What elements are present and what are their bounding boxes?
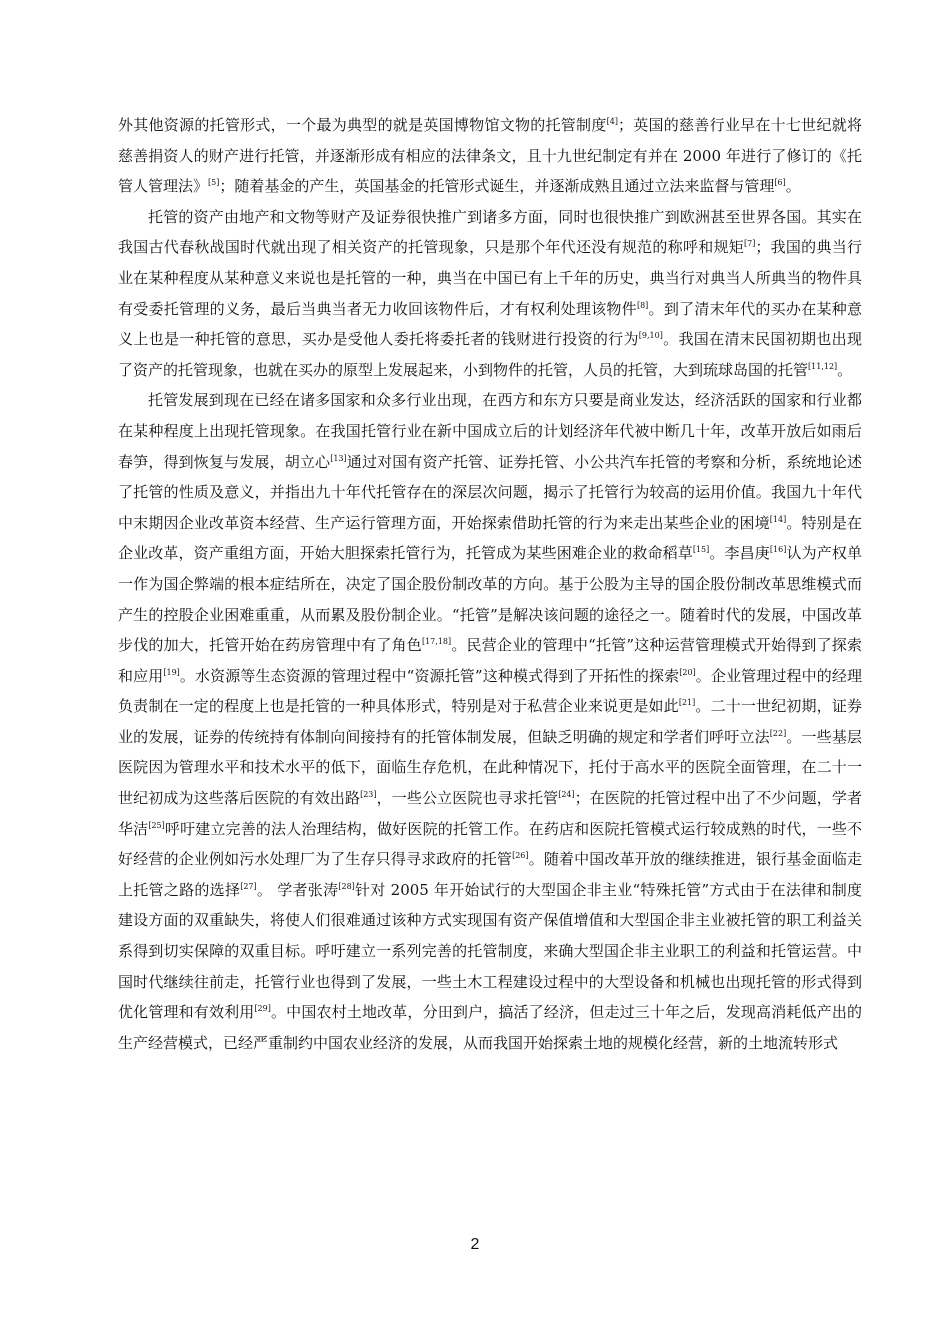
- citation-superscript: [6]: [774, 178, 786, 188]
- text-run: 。到了清末年代的买办在某种意义上也是一种托管的意思，买办是受他人委托将委托者的钱财进行投资的行为: [118, 299, 862, 349]
- text-run: 托管发展到现在已经在诸多国家和众多行业出现，在西方和东方只要是商业发达，经济活跃的国家和行业都在某种程度上出现托管现象。在我国托管行业在新中国成立后的计划经济年代被中断几十年，改革开放后如雨后春笋，得到恢复与发展，胡立心: [118, 391, 862, 471]
- text-run: 。二十一世纪初期，证券业的发展，证券的传统持有体制向间接持有的托管体制发展，但缺乏明确的规定和学者们呼吁立法: [118, 697, 862, 746]
- citation-superscript: [24]: [558, 790, 575, 800]
- text-run: ；我国的典当行业在某种程度从某种意义来说也是托管的一种，典当在中国已有上千年的历史，典当行对典当人所典当的物件具有受委托管理的义务，最后当典当者无力收回该物件后，才有权利处理该物件: [118, 238, 862, 318]
- citation-superscript: [27]: [240, 881, 257, 891]
- text-run: ；随着基金的产生，英国基金的托管形式诞生，并逐渐成熟且通过立法来监督与管理: [219, 177, 775, 196]
- citation-superscript: [29]: [254, 1004, 271, 1014]
- text-run: ；英国的慈善行业早在十七世纪就将慈善捐资人的财产进行托管，并逐渐形成有相应的法律条文，且十九世纪制定有并在 2000 年进行了修订的《托管人管理法》: [118, 116, 862, 196]
- citation-superscript: [14]: [769, 514, 787, 524]
- paragraph-2: [118, 202, 862, 386]
- text-run: 通过对国有资产托管、证券托管、小公共汽车托管的考察和分析，系统地论述了托管的性质及意义，并指出九十年代托管存在的深层次问题，揭示了托管行为较高的运用价值。我国九十年代中末期因企业改革资本经营、生产运行管理方面，开始探索借助托管的行为来走出某些企业的困境: [118, 452, 862, 532]
- citation-superscript: [16]: [769, 545, 787, 555]
- citation-superscript: [28]: [338, 881, 355, 891]
- text-run: 。李昌庚: [709, 544, 770, 563]
- text-run: 。企业管理过程中的经理负责制在一定的程度上也是托管的一种具体形式，特别是对于私营企业来说更是如此: [118, 666, 862, 716]
- citation-superscript: [25]: [148, 820, 165, 830]
- citation-superscript: [7]: [744, 239, 756, 249]
- text-run: 。我国在清末民国初期也出现了资产的托管现象，也就在买办的原型上发展起来，小到物件的托管，人员的托管，大到琉球岛国的托管: [118, 330, 862, 379]
- text-run: 。水资源等生态资源的管理过程中“资源托管”这种模式得到了开拓性的探索: [179, 666, 680, 685]
- text-run: 针对 2005 年开始试行的大型国企非主业“特殊托管”方式由于在法律和制度建设方面的双重缺失，将使人们很难通过该种方式实现国有资产保值增值和大型国企非主业被托管的职工利益关系得到切实保障的双重目标。呼吁建立一系列完善的托管制度，来确大型国企非主业职工的利益和托管运营。中国时代继续往前走，托管行业也得到了发展，一些土木工程建设过程中的大型设备和机械也出现托管的形式得到优化管理和有效利用: [118, 880, 862, 1022]
- citation-superscript: [22]: [769, 728, 787, 738]
- citation-superscript: [8]: [636, 300, 649, 310]
- text-run: 。中国农村土地改革，分田到户，搞活了经济，但走过三十年之后，发现高消耗低产出的生产经营模式，已经严重制约中国农业经济的发展，从而我国开始探索土地的规模化经营，新的土地流转形式: [118, 1003, 862, 1052]
- text-run: 托管的资产由地产和文物等财产及证券很快推广到诸多方面，同时也很快推广到欧洲甚至世界各国。其实在我国古代春秋战国时代就出现了相关资产的托管现象，只是那个年代还没有规范的称呼和规矩: [118, 207, 862, 257]
- text-run: 。民营企业的管理中“托管”这种运营管理模式开始得到了探索和应用: [118, 636, 862, 685]
- citation-superscript: [4]: [606, 117, 618, 126]
- paragraph-3: [118, 385, 862, 1058]
- citation-superscript: [17,18]: [421, 637, 452, 647]
- text-run: 。特别是在企业改革，资产重组方面，开始大胆探索托管行为，托管成为某些困难企业的救命稻草: [118, 513, 862, 563]
- citation-superscript: [20]: [679, 667, 696, 677]
- citation-superscript: [19]: [163, 667, 180, 677]
- paragraph-1: [118, 110, 862, 202]
- citation-superscript: [26]: [512, 851, 529, 861]
- text-run: ；在医院的托管过程中出了不少问题，学者华洁: [118, 789, 862, 838]
- text-run: 呼吁建立完善的法人治理结构，做好医院的托管工作。在药店和医院托管模式运行较成熟的时代，一些不好经营的企业例如污水处理厂为了生存只得寻求政府的托管: [118, 819, 862, 869]
- text-run: 认为产权单一作为国企弊端的根本症结所在，决定了国企股份制改革的方向。基于公股为主导的国企股份制改革思维模式而产生的控股企业困难重重，从而累及股份制企业。“托管”是解决该问题的途径之一。随着时代的发展，中国改革步伐的加大，托管开始在药房管理中有了角色: [118, 544, 862, 655]
- text-run: 外其他资源的托管形式，一个最为典型的就是英国博物馆文物的托管制度: [118, 116, 607, 134]
- citation-superscript: [5]: [208, 178, 220, 188]
- citation-superscript: [21]: [678, 698, 696, 708]
- citation-superscript: [23]: [360, 790, 377, 800]
- citation-superscript: [9,10]: [638, 331, 663, 341]
- citation-superscript: [11,12]: [808, 361, 838, 371]
- text-run: 。随着中国改革开放的继续推进，银行基金面临走上托管之路的选择: [118, 850, 862, 899]
- citation-superscript: [13]: [330, 453, 347, 463]
- citation-superscript: [15]: [692, 545, 710, 555]
- text-run: 。 学者张涛: [256, 880, 339, 899]
- page-number: 2: [470, 1236, 480, 1253]
- text-run: 。: [785, 177, 801, 196]
- document-body: [118, 110, 862, 1058]
- text-run: 。一些基层医院因为管理水平和技术水平的低下，面临生存危机，在此种情况下，托付于高水平的医院全面管理，在二十一世纪初成为这些落后医院的有效出路: [118, 727, 862, 808]
- text-run: ，一些公立医院也寻求托管: [376, 789, 559, 808]
- text-run: 。: [837, 360, 853, 379]
